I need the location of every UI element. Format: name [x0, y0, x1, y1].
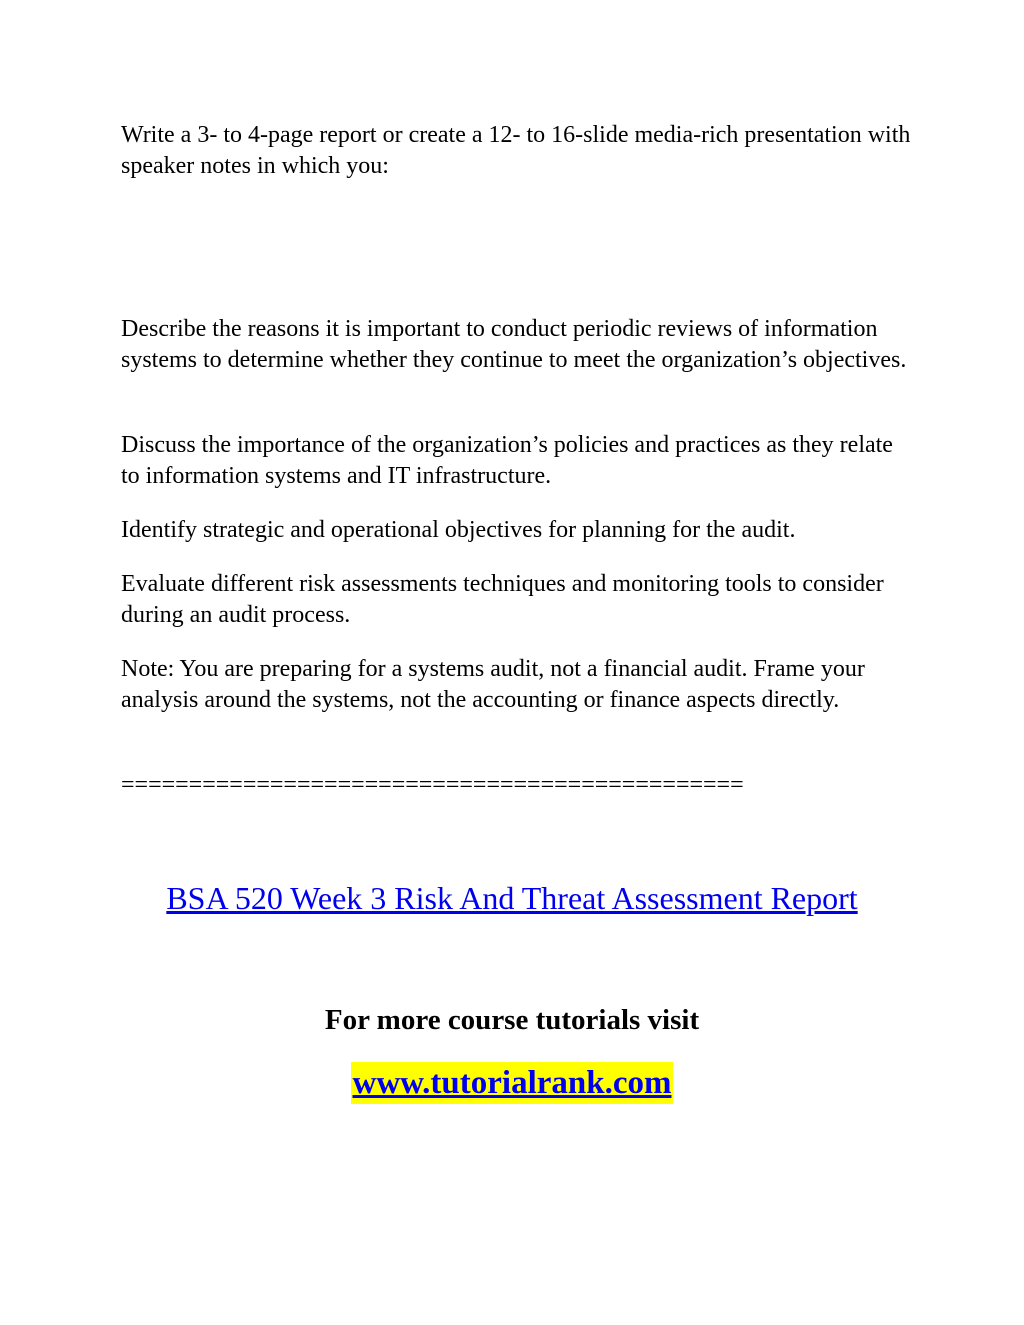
- url-container: [0, 1062, 1024, 1104]
- tutorials-cta: For more course tutorials visit: [324, 1004, 700, 1036]
- website-link[interactable]: www.tutorialrank.com: [351, 1062, 674, 1104]
- body-paragraph: Evaluate different risk assessments techniques and monitoring tools to consider during an audit process.: [121, 571, 884, 628]
- note-paragraph: Note: You are preparing for a systems audit, not a financial audit. Frame your analysis around the systems, not the accounting or finance aspects directly.: [121, 656, 865, 713]
- body-paragraph: Identify strategic and operational objectives for planning for the audit.: [121, 517, 796, 543]
- divider-line: ==============================================: [121, 772, 744, 798]
- intro-paragraph: Write a 3- to 4-page report or create a 12- to 16-slide media-rich presentation with speaker notes in which you:: [121, 122, 911, 179]
- course-title-link[interactable]: BSA 520 Week 3 Risk And Threat Assessment Report: [166, 880, 858, 916]
- body-paragraph: Describe the reasons it is important to conduct periodic reviews of information systems to determine whether they continue to meet the organization’s objectives.: [121, 316, 907, 373]
- body-paragraph: Discuss the importance of the organization’s policies and practices as they relate to information systems and IT infrastructure.: [121, 432, 893, 489]
